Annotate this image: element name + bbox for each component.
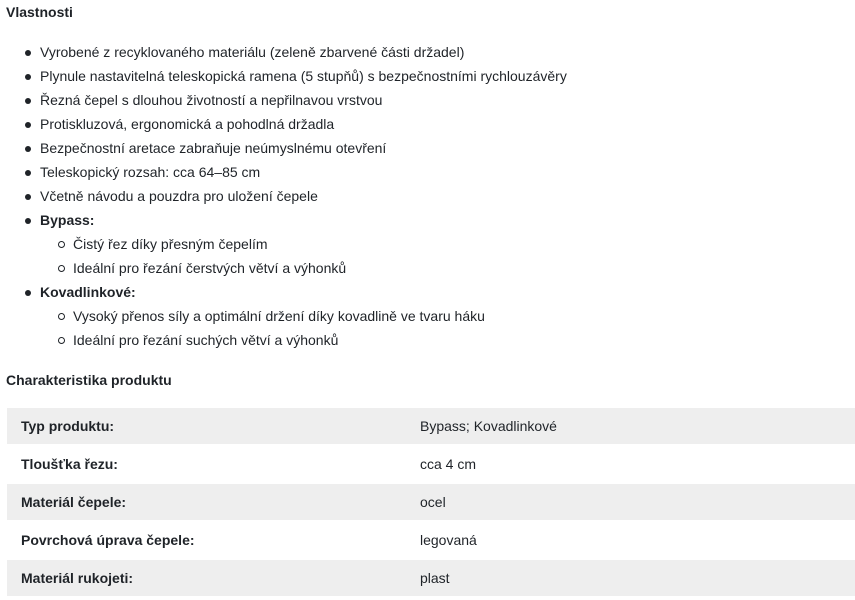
feature-item: Teleskopický rozsah: cca 64–85 cm bbox=[40, 164, 261, 180]
feature-item: Plynule nastavitelná teleskopická ramena (5 stupňů) s bezpečnostními rychlouzávěry bbox=[40, 68, 567, 84]
bypass-label: Bypass: bbox=[40, 212, 95, 228]
feature-item: Vyrobené z recyklovaného materiálu (zeleně zbarvené části držadel) bbox=[40, 44, 465, 60]
bypass-subitem: Ideální pro řezání čerstvých větví a výhonků bbox=[73, 260, 347, 276]
table-row bbox=[7, 445, 855, 483]
spec-value: legovaná bbox=[406, 521, 855, 559]
table-row bbox=[7, 483, 855, 521]
spec-value: ocel bbox=[406, 483, 855, 521]
feature-item: Včetně návodu a pouzdra pro uložení čepele bbox=[40, 188, 318, 204]
spec-value: cca 4 cm bbox=[406, 445, 855, 483]
feature-item: Protiskluzová, ergonomická a pohodlná držadla bbox=[40, 116, 335, 132]
spec-value: Bypass; Kovadlinkové bbox=[406, 408, 855, 445]
feature-item: Bezpečnostní aretace zabraňuje neúmyslnému otevření bbox=[40, 140, 387, 156]
anvil-label: Kovadlinkové: bbox=[40, 284, 136, 300]
spec-value: plast bbox=[406, 559, 855, 597]
bypass-subitem: Čistý řez díky přesným čepelím bbox=[73, 236, 268, 252]
table-row bbox=[7, 408, 855, 445]
spec-label: Typ produktu: bbox=[7, 408, 406, 445]
anvil-subitem: Vysoký přenos síly a optimální držení díky kovadlině ve tvaru háku bbox=[73, 308, 485, 324]
spec-label: Materiál čepele: bbox=[7, 483, 406, 521]
spec-label: Materiál rukojeti: bbox=[7, 559, 406, 597]
specs-table bbox=[7, 408, 855, 598]
features-heading: Vlastnosti bbox=[6, 4, 73, 20]
table-row bbox=[7, 559, 855, 597]
spec-label: Povrchová úprava čepele: bbox=[7, 521, 406, 559]
table-row bbox=[7, 521, 855, 559]
anvil-subitem: Ideální pro řezání suchých větví a výhonků bbox=[73, 332, 339, 348]
spec-label: Tloušťka řezu: bbox=[7, 445, 406, 483]
specs-heading: Charakteristika produktu bbox=[6, 372, 172, 388]
feature-item: Řezná čepel s dlouhou životností a nepřilnavou vrstvou bbox=[40, 92, 383, 108]
